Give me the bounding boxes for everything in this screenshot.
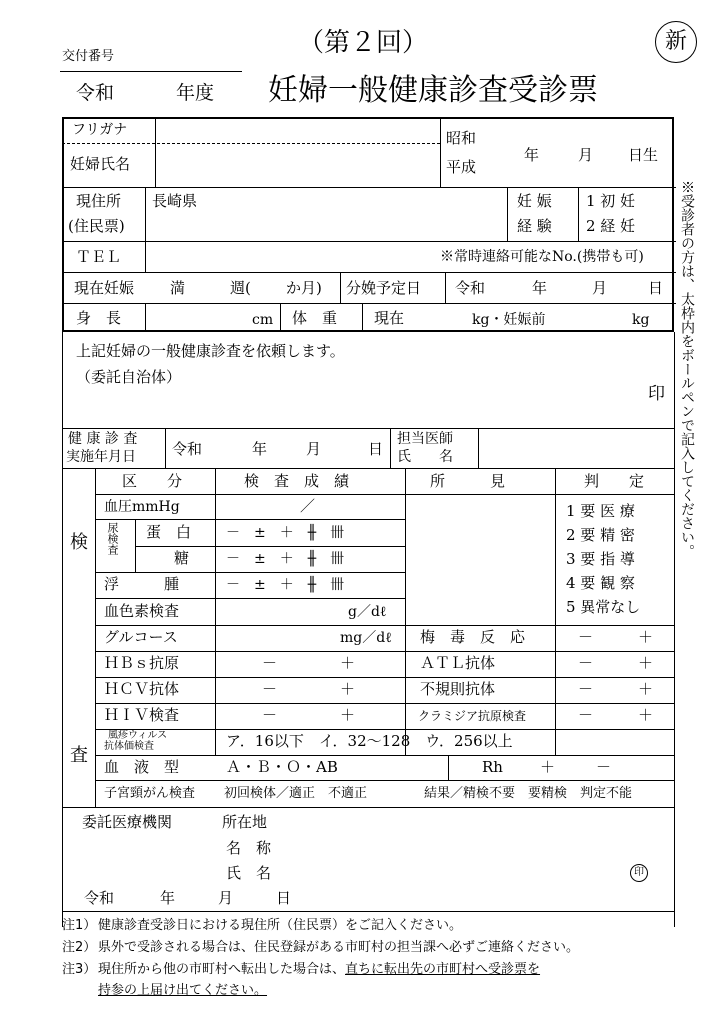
tel-note: ※常時連絡可能なNo.(携帯も可) (440, 249, 644, 265)
col-line (478, 428, 479, 468)
col-line (155, 117, 156, 187)
due-year: 年 (532, 279, 548, 297)
weeks-unit: 週( (230, 279, 251, 297)
col-line (165, 428, 166, 468)
irregular-neg: － (578, 680, 594, 698)
hcv-label: ＨＣＶ抗体 (104, 680, 180, 698)
judgment-5[interactable]: 5 異常なし (566, 598, 641, 616)
outer-right-line (674, 332, 675, 927)
col-line (507, 187, 508, 241)
col-line (135, 519, 136, 572)
exam-era: 令和 (172, 440, 203, 458)
hiv-neg: － (262, 706, 278, 724)
hbs-pos: ＋ (340, 654, 356, 672)
exam-month: 月 (306, 440, 322, 458)
note-3-mark: 注3） (62, 962, 97, 977)
months-unit: か月) (286, 279, 322, 297)
protein-label: 蛋 白 (146, 523, 192, 541)
weight-before-pregnancy: kg・妊娠前 (472, 312, 546, 328)
name-label: 妊婦氏名 (70, 155, 131, 173)
irregular-antibody-label: 不規則抗体 (420, 680, 496, 698)
tests-side-label-bottom: 査 (70, 745, 88, 766)
institution-address: 所在地 (222, 813, 268, 831)
hbs-neg: － (262, 654, 278, 672)
chlamydia-label: クラミジア抗原検査 (418, 709, 527, 723)
address-label: 現住所 (76, 192, 122, 210)
preg-history-label-sub: 経 験 (517, 217, 552, 235)
cervical-label: 子宮頸がん検査 (104, 786, 196, 801)
doctor-label: 担当医師 (397, 431, 453, 447)
row-line (95, 625, 675, 626)
request-authority: （委託自治体） (76, 368, 182, 386)
col-line (145, 187, 146, 272)
first-pregnancy-option[interactable]: 1 初 妊 (586, 192, 636, 210)
birth-day: 日生 (628, 146, 659, 164)
institution-year: 年 (160, 889, 176, 907)
outer-left-line (62, 332, 63, 927)
row-line (62, 807, 675, 808)
row-line (62, 272, 676, 273)
row-line (95, 572, 405, 573)
col-line (578, 187, 579, 241)
row-line (62, 428, 675, 429)
height-label: 身 長 (76, 309, 122, 327)
row-line (62, 468, 675, 469)
current-pregnancy-label: 現在妊娠 (74, 279, 135, 297)
col-line (215, 468, 216, 755)
edema-scale: － ± ＋ ╫ 卌 (226, 577, 345, 593)
protein-scale: － ± ＋ ╫ 卌 (226, 525, 345, 541)
atl-label: ＡＴＬ抗体 (420, 654, 496, 672)
prefecture: 長崎県 (152, 192, 198, 210)
atl-neg: － (578, 654, 594, 672)
row-line (135, 546, 405, 547)
weeks-full: 満 (170, 279, 186, 297)
multi-pregnancy-option[interactable]: 2 経 妊 (586, 217, 636, 235)
syphilis-label: 梅 毒 反 応 (420, 628, 526, 646)
hbs-label: ＨＢｓ抗原 (104, 654, 180, 672)
chlamydia-pos: ＋ (638, 706, 654, 724)
era-label: 令和 (76, 82, 115, 104)
note-1-mark: 注1） (62, 918, 97, 933)
col-judgment: 判 定 (584, 472, 645, 490)
col-line (280, 303, 281, 332)
height-unit: cm (252, 312, 274, 328)
due-month: 月 (592, 279, 608, 297)
hb-unit: g／dℓ (348, 604, 387, 620)
col-line (362, 303, 363, 332)
row-line (62, 241, 676, 242)
institution-day: 日 (276, 889, 292, 907)
rh-pos: ＋ (540, 758, 556, 776)
hcv-pos: ＋ (340, 680, 356, 698)
row-line (95, 677, 675, 678)
exam-year: 年 (252, 440, 268, 458)
institution-label: 委託医療機関 (82, 813, 173, 831)
row-line (62, 303, 676, 304)
irregular-pos: ＋ (638, 680, 654, 698)
row-line (95, 780, 675, 781)
exam-date-label-sub: 実施年月日 (66, 449, 136, 465)
weight-label: 体 重 (292, 309, 338, 327)
request-text: 上記妊婦の一般健康診査を依頼します。 (76, 342, 345, 360)
rubella-label-sub: 抗体価検査 (104, 741, 154, 752)
row-line (95, 729, 675, 730)
hb-label: 血色素検査 (104, 602, 180, 620)
birth-month: 月 (578, 146, 594, 164)
cervical-results: 結果／精検不要 要精検 判定不能 (424, 786, 633, 801)
row-line (95, 651, 675, 652)
issue-number-label: 交付番号 (62, 49, 115, 64)
form-title: 妊婦一般健康診査受診票 (268, 73, 598, 108)
note-3 (98, 963, 540, 976)
exam-date-label: 健 康 診 査 (68, 431, 138, 447)
furigana-label: フリガナ (72, 122, 128, 138)
request-seal: 印 (648, 384, 665, 404)
due-day: 日 (648, 279, 664, 297)
col-line (445, 272, 446, 303)
col-line (440, 117, 441, 187)
col-line (390, 428, 391, 468)
bp-label: 血圧mmHg (104, 499, 180, 515)
weight-current: 現在 (374, 309, 405, 327)
note-1: 健康診査受診日における現住所（住民票）をご記入ください。 (98, 918, 463, 933)
row-line (95, 703, 675, 704)
atl-pos: ＋ (638, 654, 654, 672)
rh-label: Rh (482, 758, 503, 776)
institution-name: 名 称 (226, 839, 272, 857)
chlamydia-neg: － (578, 706, 594, 724)
syphilis-neg: － (578, 628, 594, 646)
row-line (62, 187, 676, 188)
col-line (448, 755, 449, 780)
note-2: 県外で受診される場合は、住民登録がある市町村の担当課へ必ずご連絡ください。 (98, 940, 580, 955)
institution-person: 氏 名 (226, 864, 272, 882)
institution-month: 月 (218, 889, 234, 907)
name-field[interactable] (158, 147, 438, 185)
bottom-line (62, 911, 675, 912)
address-label-sub: (住民票) (68, 217, 125, 235)
side-note: ※受診者の方は、太枠内をボールペンで記入してください。 (679, 180, 695, 558)
col-line (405, 468, 406, 755)
birth-year: 年 (524, 146, 540, 164)
note-3-continued: 持参の上届け出てください。 (98, 983, 268, 998)
col-line (340, 272, 341, 303)
rubella-label: 風疹ウィルス (108, 730, 168, 741)
tel-label: ＴＥＬ (76, 248, 122, 266)
row-line (95, 755, 675, 756)
due-era: 令和 (455, 279, 486, 297)
cervical-options: 初回検体／適正 不適正 (224, 786, 368, 801)
judgment-1[interactable]: 1 要 医 療 (566, 502, 635, 520)
col-results: 検 査 成 績 (244, 472, 350, 490)
furigana-dash (62, 143, 440, 144)
hiv-pos: ＋ (340, 706, 356, 724)
note-3-part-a: 現住所から他の市町村へ転出した場合は、 (98, 962, 346, 977)
institution-seal: 印 (630, 864, 648, 882)
tests-side-label: 検 (70, 532, 88, 553)
rh-neg: － (596, 758, 612, 776)
row-line (95, 519, 405, 520)
glucose-unit: mg／dℓ (340, 630, 392, 646)
hcv-neg: － (262, 680, 278, 698)
exam-day: 日 (368, 440, 384, 458)
fiscal-year-label: 年度 (176, 82, 215, 104)
col-line (95, 468, 96, 807)
new-badge: 新 (655, 21, 697, 63)
sugar-scale: － ± ＋ ╫ 卌 (226, 551, 345, 567)
col-line (145, 303, 146, 332)
row-line (95, 494, 675, 495)
col-findings: 所 見 (430, 472, 506, 490)
note-3-part-b: 直ちに転出先の市町村へ受診票を (345, 962, 541, 977)
judgment-4[interactable]: 4 要 観 察 (566, 574, 635, 592)
edema-label: 浮 腫 (104, 575, 180, 593)
judgment-2[interactable]: 2 要 精 密 (566, 526, 635, 544)
urine-label: 尿検査 (106, 522, 119, 555)
glucose-label: グルコース (104, 628, 178, 646)
due-date-label: 分娩予定日 (346, 279, 422, 297)
hiv-label: ＨＩＶ検査 (104, 706, 180, 724)
issue-number-line (60, 71, 242, 72)
rubella-options: ア．16以下 イ．32～128 ウ．256以上 (226, 732, 513, 750)
birth-era-showa: 昭和 (446, 129, 477, 147)
preg-history-label: 妊 娠 (517, 192, 552, 210)
blood-type-options: Ａ・Ｂ・Ｏ・AB (226, 758, 338, 776)
col-line (555, 468, 556, 755)
doctor-label-sub: 氏 名 (397, 449, 453, 465)
round-label: （第２回） (298, 28, 429, 58)
bp-slash: ／ (300, 497, 316, 515)
judgment-3[interactable]: 3 要 指 導 (566, 550, 635, 568)
weight-unit: kg (632, 312, 650, 328)
col-category: 区 分 (122, 472, 183, 490)
syphilis-pos: ＋ (638, 628, 654, 646)
institution-era: 令和 (84, 889, 115, 907)
sugar-label: 糖 (174, 549, 190, 567)
blood-type-label: 血 液 型 (104, 758, 180, 776)
birth-era-heisei: 平成 (446, 158, 477, 176)
row-line (95, 598, 405, 599)
note-2-mark: 注2） (62, 940, 97, 955)
